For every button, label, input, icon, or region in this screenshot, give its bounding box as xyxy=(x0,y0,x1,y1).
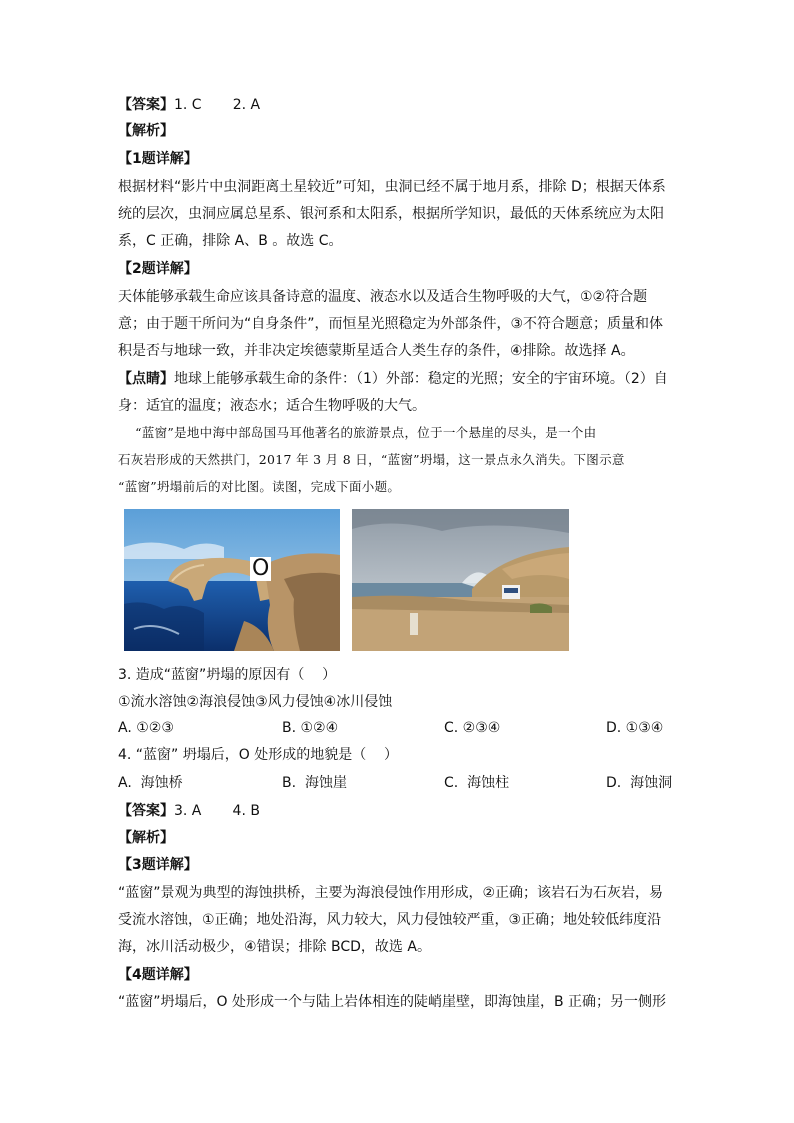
q3-detail-line: 海，冰川活动极少，④错误；排除 BCD，故选 A。 xyxy=(118,939,431,955)
answer-tag: 【答案】 xyxy=(118,803,174,819)
q4-stem: 4. “蓝窗” 坍塌后，O 处形成的地貌是（ ） xyxy=(118,747,399,763)
q1-detail-line: 根据材料“影片中虫洞距离土星较近”可知，虫洞已经不属于地月系，排除 D；根据天体系 xyxy=(118,179,666,195)
q3-option-c[interactable]: C. ②③④ xyxy=(444,720,501,736)
q3-detail-line: “蓝窗”景观为典型的海蚀拱桥，主要为海浪侵蚀作用形成，②正确；该岩石为石灰岩，易 xyxy=(118,885,664,901)
q1-detail-line: 统的层次，虫洞应属总星系、银河系和太阳系，根据所学知识，最低的天体系统应为太阳 xyxy=(118,206,664,222)
q2-detail-line: 意；由于题干所问为“自身条件”，而恒星光照稳定为外部条件，③不符合题意；质量和体 xyxy=(118,316,664,332)
q3-option-d[interactable]: D. ①③④ xyxy=(606,720,664,736)
q3-items: ①流水溶蚀②海浪侵蚀③风力侵蚀④冰川侵蚀 xyxy=(118,694,393,710)
q2-detail-line: 积是否与地球一致，并非决定埃德蒙斯星适合人类生存的条件，④排除。故选择 A。 xyxy=(118,343,635,359)
q3-stem: 3. 造成“蓝窗”坍塌的原因有（ ） xyxy=(118,667,337,683)
answer-text: 1. C 2. A xyxy=(174,97,261,113)
q1-detail-heading: 【1题详解】 xyxy=(118,151,198,167)
q2-detail-heading: 【2题详解】 xyxy=(118,261,198,277)
q4-option-b[interactable]: B. 海蚀崖 xyxy=(282,775,347,791)
q3-detail-heading: 【3题详解】 xyxy=(118,857,198,873)
answer-line-1 xyxy=(118,96,678,114)
coast-after-collapse-image xyxy=(352,509,569,651)
key-point-line: 身：适宜的温度；液态水；适合生物呼吸的大气。 xyxy=(118,398,426,414)
answer-tag: 【答案】 xyxy=(118,97,174,113)
q4-detail-heading: 【4题详解】 xyxy=(118,967,198,983)
q3-detail-line: 受流水溶蚀，①正确；地处沿海，风力较大，风力侵蚀较严重，③正确；地处较低纬度沿 xyxy=(118,912,662,928)
material-line: “蓝窗”是地中海中部岛国马耳他著名的旅游景点，位于一个悬崖的尽头，是一个由 xyxy=(118,425,597,440)
material-line: “蓝窗”坍塌前后的对比图。读图，完成下面小题。 xyxy=(118,479,401,494)
q2-detail-line: 天体能够承载生命应该具备诗意的温度、液态水以及适合生物呼吸的大气，①②符合题 xyxy=(118,289,648,305)
q3-option-a[interactable]: A. ①②③ xyxy=(118,720,174,736)
answer-line-2 xyxy=(118,802,678,820)
q3-option-b[interactable]: B. ①②④ xyxy=(282,720,339,736)
photo-after-collapse xyxy=(352,509,569,651)
azure-window-image xyxy=(124,509,340,651)
key-point-tag: 【点睛】 xyxy=(118,371,174,387)
photo-before-collapse xyxy=(124,509,340,651)
q4-option-d[interactable]: D. 海蚀洞 xyxy=(606,775,673,791)
analysis-heading: 【解析】 xyxy=(118,830,174,846)
q1-detail-line: 系，C 正确，排除 A、B 。故选 C。 xyxy=(118,233,343,249)
answer-text: 3. A 4. B xyxy=(174,803,260,819)
key-point-text: 地球上能够承载生命的条件：（1）外部：稳定的光照；安全的宇宙环境。（2）自 xyxy=(174,371,668,387)
analysis-heading: 【解析】 xyxy=(118,123,174,139)
material-line: 石灰岩形成的天然拱门，2017 年 3 月 8 日，“蓝窗”坍塌，这一景点永久消失。下图示意 xyxy=(118,452,625,467)
q4-option-a[interactable]: A. 海蚀桥 xyxy=(118,775,183,791)
q4-detail-line: “蓝窗”坍塌后，O 处形成一个与陆上岩体相连的陡峭崖壁，即海蚀崖，B 正确；另一侧形 xyxy=(118,994,667,1010)
key-point-line xyxy=(118,370,678,388)
position-o-label: O xyxy=(252,556,270,581)
q4-option-c[interactable]: C. 海蚀柱 xyxy=(444,775,510,791)
